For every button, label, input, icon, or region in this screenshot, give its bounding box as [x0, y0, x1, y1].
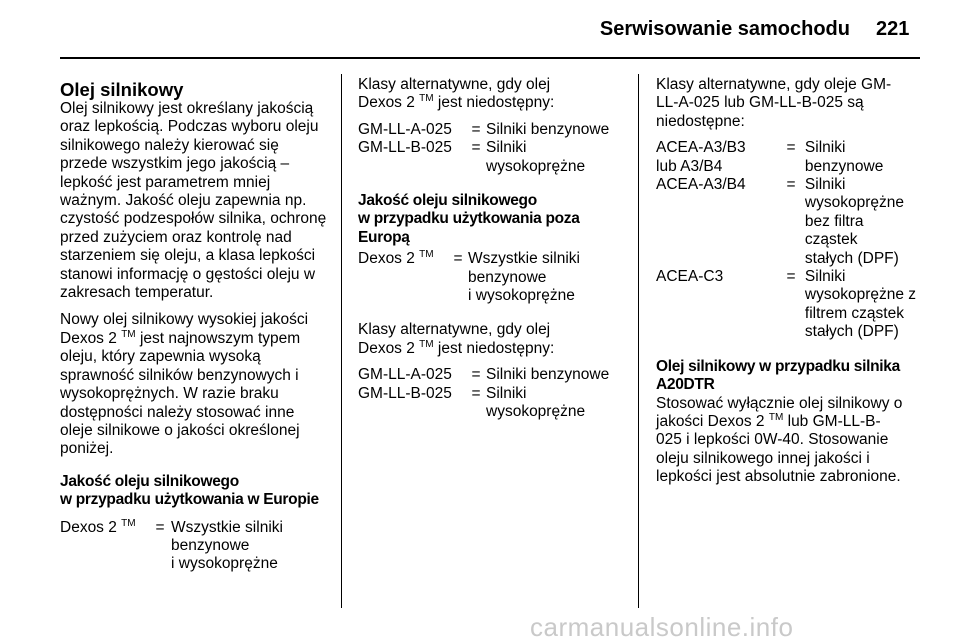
spec-row: GM-LL-B-025 = Silniki wysokoprężne — [358, 139, 586, 175]
page-number: 221 — [876, 18, 910, 40]
subheading-europe: Jakość oleju silnikowego w przypadku użytkowania w Europie — [60, 472, 319, 509]
spec-row — [358, 250, 628, 305]
spec-eq: = — [155, 518, 165, 536]
paragraph-dexos: Nowy olej silnikowy wysokiej jakości Dexos 2 ™ jest najnowszym typem oleju, który zapewnia wysoką sprawność silników benzynowych i wysokoprężnych. W razie braku dostępności należy stosować inne oleje silnikowe o jakości określonej poniżej. — [60, 311, 309, 458]
spec-value: Wszystkie silniki benzynowe i wysokoprężne — [468, 250, 580, 305]
column-divider-2 — [638, 74, 639, 608]
spec-row: GM-LL-B-025 = Silniki wysokoprężne — [358, 384, 586, 421]
spec-row — [60, 519, 328, 574]
spec-row: GM-LL-A-025 = Silniki benzynowe — [358, 366, 610, 384]
paragraph-a20dtr: Stosować wyłącznie olej silnikowy o jakości Dexos 2 ™ lub GM-LL-B-025 i lepkości 0W-40. Stosowanie oleju silnikowego innej jakości i lepkości jest absolutnie zabronione. — [656, 394, 903, 486]
spec-row: ACEA-A3/B4 = Silniki wysokoprężne bez filtra cząstek stałych (DPF) — [656, 176, 904, 267]
subheading-a20dtr: Olej silnikowy w przypadku silnika A20DTR — [656, 357, 900, 394]
heading-engine-oil: Olej silnikowy — [60, 79, 184, 100]
subheading-outside-europe: Jakość oleju silnikowego w przypadku użytkowania poza Europą — [358, 192, 580, 246]
watermark: carmanualsonline.info — [530, 612, 794, 642]
paragraph-oil-intro: Olej silnikowy jest określany jakością oraz lepkością. Podczas wyboru oleju silnikowego należy kierować się przede wszystkim jego jakością – lepkość jest parametrem mniej ważnym. Jakość oleju zapewnia np. czystość podzespołów silnika, ochronę przed zużyciem oraz kontrolę nad starzeniem się oleju, a klasa lepkości stanowi informację o gęstości oleju w zakresach temperatur. — [60, 100, 327, 302]
alt-classes-intro-1: Klasy alternatywne, gdy olej Dexos 2 ™ jest niedostępny: — [358, 76, 555, 112]
spec-name: Dexos 2 ™ — [358, 249, 434, 268]
header-divider — [60, 57, 920, 59]
spec-value: Wszystkie silniki benzynowe i wysokoprężne — [171, 518, 283, 573]
alt-classes-intro-3: Klasy alternatywne, gdy oleje GM-LL-A-025 lub GM-LL-B-025 są niedostępne: — [656, 76, 892, 130]
tm-mark: TM — [121, 328, 136, 340]
spec-eq: = — [453, 250, 463, 268]
spec-row: ACEA-C3 = Silniki wysokoprężne z filtrem cząstek stałych (DPF) — [656, 268, 917, 341]
alt-classes-intro-2: Klasy alternatywne, gdy olej Dexos 2 ™ jest niedostępny: — [358, 321, 555, 357]
section-title: Serwisowanie samochodu — [599, 18, 850, 40]
spec-name: Dexos 2 ™ — [60, 517, 136, 536]
column-1 — [60, 80, 328, 574]
spec-row: ACEA-A3/B3 lub A3/B4 = Silniki benzynowe — [656, 139, 884, 175]
spec-row: GM-LL-A-025 = Silniki benzynowe — [358, 120, 610, 138]
acea-classes-table — [656, 139, 924, 341]
column-3 — [656, 76, 924, 487]
column-2 — [358, 76, 628, 422]
spec-table-outside-europe — [358, 250, 628, 305]
spec-table-europe — [60, 519, 328, 574]
column-divider-1 — [341, 74, 342, 608]
alt-classes-table-1 — [358, 121, 628, 176]
alt-classes-table-2 — [358, 366, 628, 421]
